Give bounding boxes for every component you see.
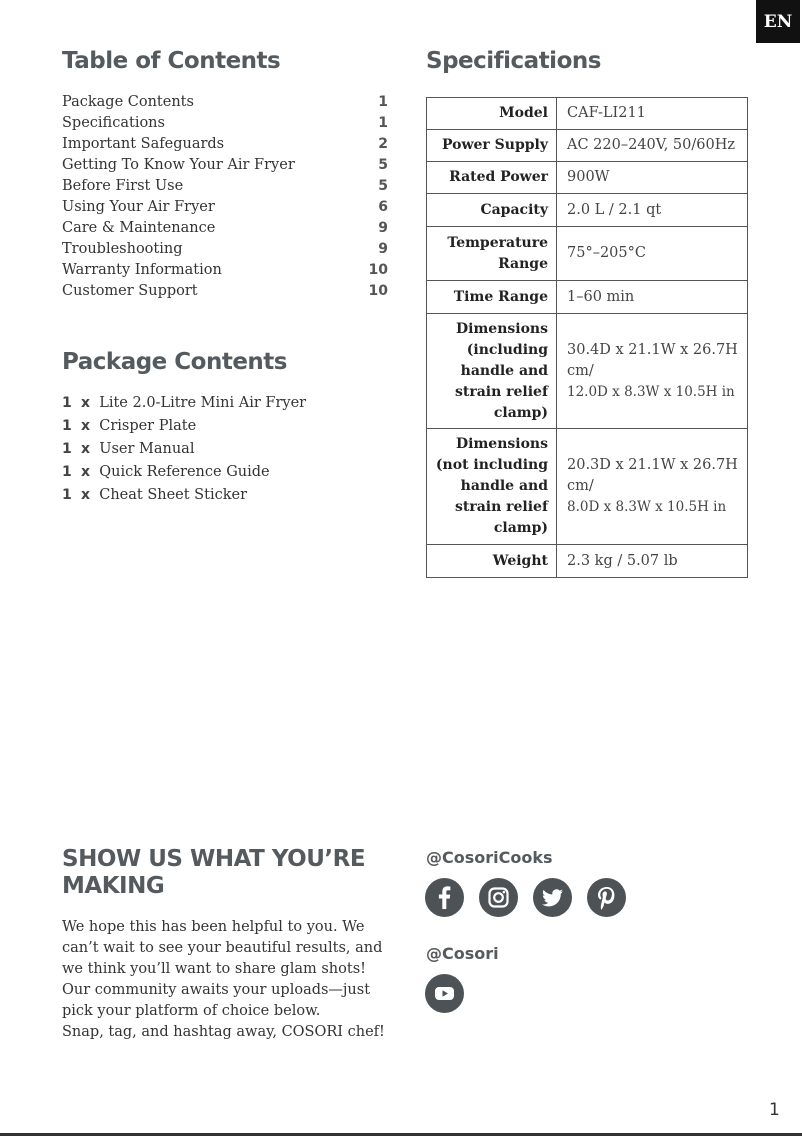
facebook-icon[interactable] (425, 878, 464, 917)
item-quantity: 1 (62, 418, 72, 434)
table-row (427, 281, 748, 314)
table-row (427, 162, 748, 194)
item-label: Quick Reference Guide (99, 464, 270, 480)
toc-item-page: 9 (378, 220, 388, 236)
toc-item-page: 10 (368, 262, 388, 278)
table-row (427, 545, 748, 578)
table-row (427, 98, 748, 130)
spec-key: Weight (427, 545, 557, 578)
table-row (427, 429, 748, 545)
toc-item-label: Specifications (62, 115, 165, 131)
item-label: Crisper Plate (99, 418, 197, 434)
item-multiplier: x (80, 418, 90, 434)
show-us-signoff: Snap, tag, and hashtag away, COSORI chef! (62, 1024, 385, 1040)
toc-item-page: 2 (378, 136, 388, 152)
toc-item[interactable] (62, 92, 388, 113)
toc-item-label: Using Your Air Fryer (62, 199, 215, 215)
item-multiplier: x (80, 395, 90, 411)
item-quantity: 1 (62, 395, 72, 411)
spec-value: 75°–205°C (557, 227, 748, 281)
show-us-body (62, 917, 392, 1043)
spec-value: 2.0 L / 2.1 qt (557, 194, 748, 227)
toc-item-label: Package Contents (62, 94, 194, 110)
spec-value: 2.3 kg / 5.07 lb (557, 545, 748, 578)
specifications-title: Specifications (426, 48, 601, 74)
list-item (62, 462, 306, 485)
spec-value: AC 220–240V, 50/60Hz (557, 130, 748, 162)
list-item (62, 393, 306, 416)
spec-value: 30.4D x 21.1W x 26.7H cm/ (567, 341, 738, 379)
item-multiplier: x (80, 487, 90, 503)
package-contents-list (62, 393, 306, 508)
spec-key: Dimensions (not including handle and strain relief clamp) (427, 429, 557, 545)
toc-item[interactable] (62, 260, 388, 281)
table-row (427, 314, 748, 429)
list-item (62, 439, 306, 462)
toc-item-page: 5 (378, 157, 388, 173)
toc-item[interactable] (62, 197, 388, 218)
spec-value: CAF-LI211 (557, 98, 748, 130)
toc-item-label: Troubleshooting (62, 241, 183, 257)
language-tab: EN (756, 0, 800, 43)
list-item (62, 485, 306, 508)
spec-key: Temperature Range (427, 227, 557, 281)
toc-item[interactable] (62, 113, 388, 134)
toc-item-label: Warranty Information (62, 262, 222, 278)
spec-key: Rated Power (427, 162, 557, 194)
toc-item[interactable] (62, 134, 388, 155)
item-multiplier: x (80, 441, 90, 457)
social-handle-cosoricooks[interactable]: @CosoriCooks (426, 848, 553, 867)
spec-key: Dimensions (including handle and strain relief clamp) (427, 314, 557, 429)
toc-item[interactable] (62, 239, 388, 260)
spec-value: 1–60 min (557, 281, 748, 314)
social-icons-cosoricooks (425, 878, 626, 917)
toc-item-page: 1 (378, 94, 388, 110)
item-label: Lite 2.0-Litre Mini Air Fryer (99, 395, 307, 411)
package-contents-title: Package Contents (62, 349, 287, 375)
instagram-icon[interactable] (479, 878, 518, 917)
toc-item[interactable] (62, 218, 388, 239)
table-of-contents (62, 92, 388, 302)
item-multiplier: x (80, 464, 90, 480)
item-quantity: 1 (62, 487, 72, 503)
item-quantity: 1 (62, 464, 72, 480)
specifications-table (426, 97, 748, 578)
spec-value-cell (557, 314, 748, 429)
spec-key: Power Supply (427, 130, 557, 162)
toc-item[interactable] (62, 281, 388, 302)
item-label: Cheat Sheet Sticker (99, 487, 248, 503)
toc-item-label: Important Safeguards (62, 136, 225, 152)
spec-value-imperial: 8.0D x 8.3W x 10.5H in (567, 499, 727, 515)
spec-key: Model (427, 98, 557, 130)
table-row (427, 227, 748, 281)
toc-item[interactable] (62, 155, 388, 176)
item-label: User Manual (99, 441, 195, 457)
toc-item-label: Before First Use (62, 178, 184, 194)
table-row (427, 130, 748, 162)
spec-key: Time Range (427, 281, 557, 314)
spec-value-imperial: 12.0D x 8.3W x 10.5H in (567, 383, 735, 400)
toc-item-label: Customer Support (62, 283, 198, 299)
social-icons-cosori (425, 974, 464, 1013)
table-row (427, 194, 748, 227)
youtube-icon[interactable] (425, 974, 464, 1013)
toc-title: Table of Contents (62, 48, 281, 74)
toc-item-page: 10 (368, 283, 388, 299)
toc-item-page: 1 (378, 115, 388, 131)
toc-item-page: 6 (378, 199, 388, 215)
spec-value-cell (557, 429, 748, 545)
toc-item[interactable] (62, 176, 388, 197)
pinterest-icon[interactable] (587, 878, 626, 917)
toc-item-label: Getting To Know Your Air Fryer (62, 157, 295, 173)
spec-value: 900W (557, 162, 748, 194)
item-quantity: 1 (62, 441, 72, 457)
toc-item-page: 5 (378, 178, 388, 194)
list-item (62, 416, 306, 439)
spec-key: Capacity (427, 194, 557, 227)
twitter-icon[interactable] (533, 878, 572, 917)
toc-item-label: Care & Maintenance (62, 220, 216, 236)
show-us-paragraph: We hope this has been helpful to you. We can’t wait to see your beautiful results, and we think you’ll want to share glam shots! Our community awaits your uploads—just pick your platform of choice below. (62, 919, 383, 1019)
social-handle-cosori[interactable]: @Cosori (426, 944, 499, 963)
spec-value: 20.3D x 21.1W x 26.7H cm/ (567, 457, 738, 494)
show-us-title: SHOW US WHAT YOU’RE MAKING (62, 846, 366, 899)
page-number: 1 (769, 1100, 780, 1120)
toc-item-page: 9 (378, 241, 388, 257)
